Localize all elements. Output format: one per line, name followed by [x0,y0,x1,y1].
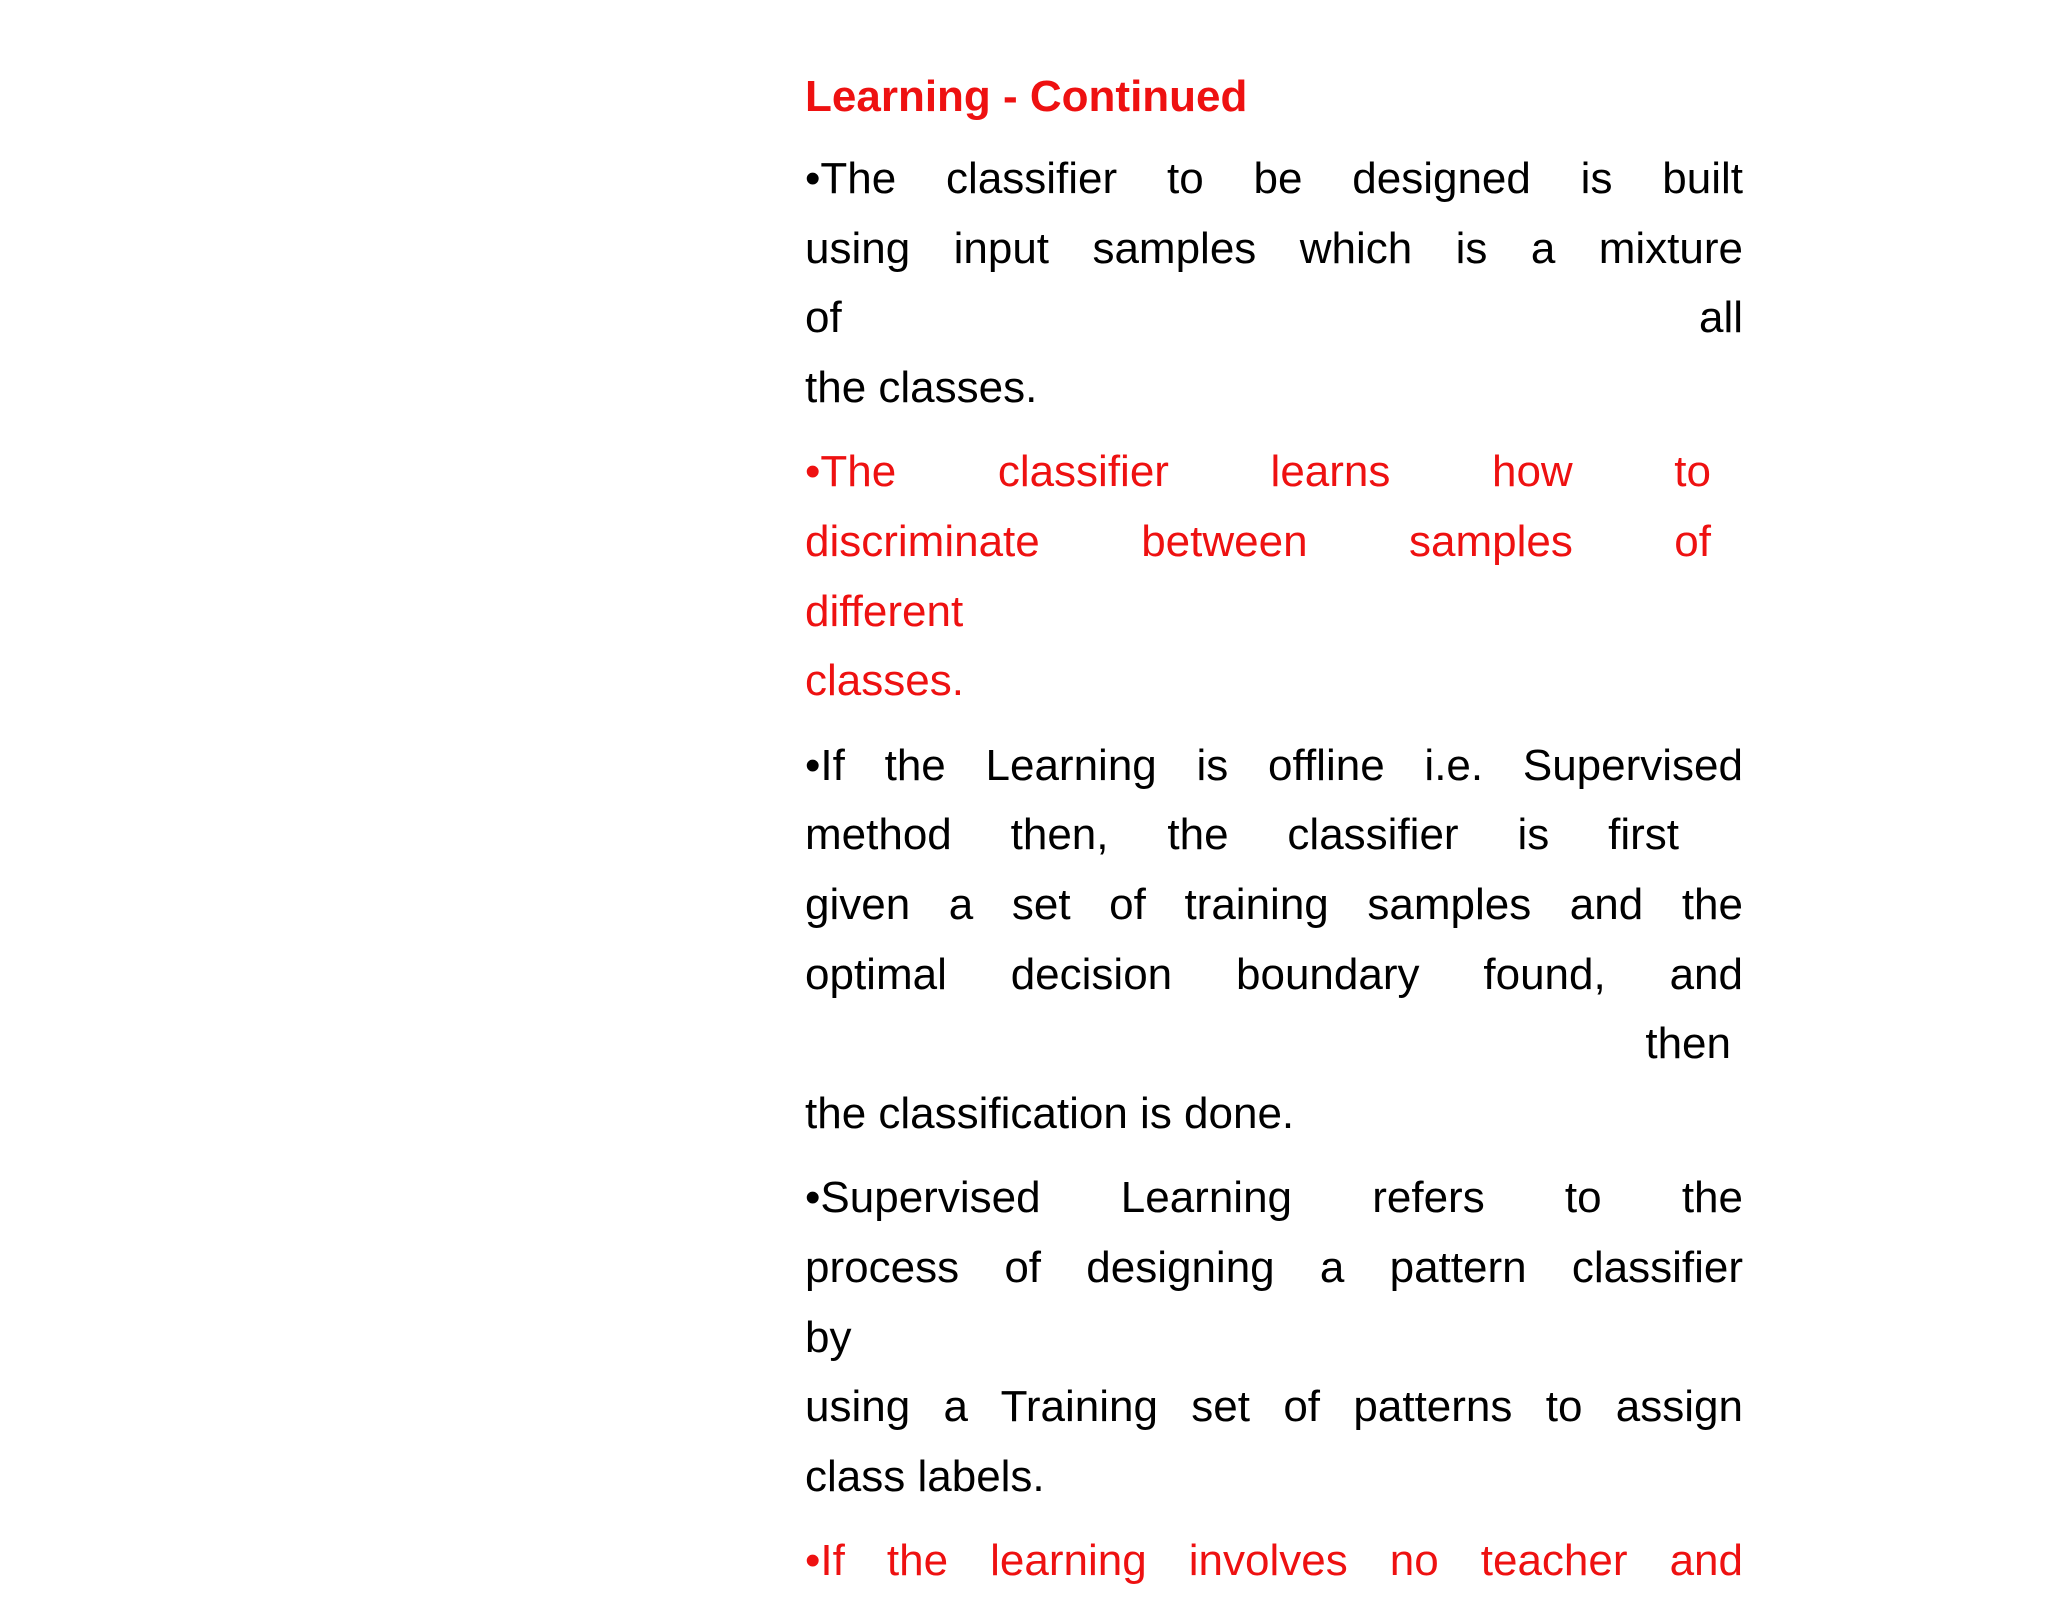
paragraph-line: the classification is done. [805,1088,1295,1138]
paragraph-line: using a Training set of patterns to assign [805,1382,1743,1432]
paragraph-line: classes. [805,656,964,706]
bullet-paragraph [805,437,1743,715]
paragraph-line: given a set of training samples and the [805,879,1743,929]
bullet-paragraph [805,1163,1743,1511]
paragraph-line: using input samples which is a mixture [805,223,1743,273]
paragraph-line: •The classifier to be designed is built [805,154,1743,203]
paragraph-line: different [805,586,964,636]
paragraph-line: •If the Learning is offline i.e. Supervised [805,740,1743,790]
paragraph-line: class labels. [805,1451,1045,1501]
slide-title: Learning - Continued [805,72,1248,121]
paragraph-line: the classes. [805,362,1038,412]
slide-text-box [805,62,1743,1611]
paragraph-line: of all [805,293,1743,343]
paragraph-line: method then, the classifier is first [805,810,1679,860]
paragraph-line: •If the learning involves no teacher and [805,1536,1743,1586]
paragraph-line: then [1645,1019,1731,1069]
bullet-paragraph [805,144,1743,422]
paragraph-line: by [805,1312,852,1362]
bullet-paragraph [805,731,1743,1149]
paragraph-line: optimal decision boundary found, and [805,949,1743,999]
paragraph-line: discriminate between samples of [805,516,1711,566]
paragraph-line: process of designing a pattern classifier [805,1242,1743,1292]
paragraph-line: •Supervised Learning refers to the [805,1173,1743,1223]
bullet-paragraph [805,1526,1743,1596]
paragraph-line: •The classifier learns how to [805,447,1711,497]
